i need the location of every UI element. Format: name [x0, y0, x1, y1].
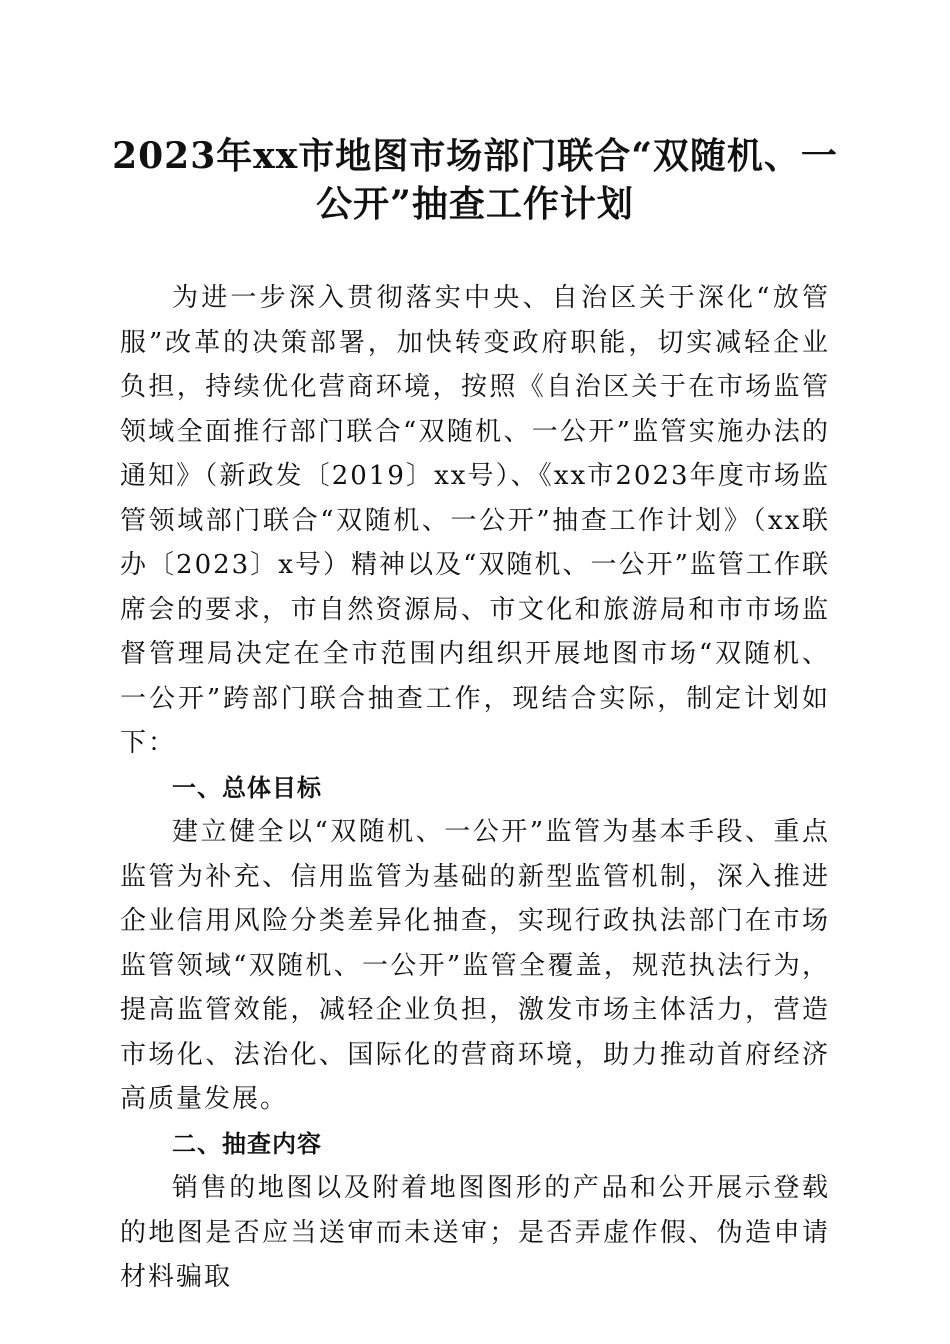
- intro-paragraph: 为进一步深入贯彻落实中央、自治区关于深化“放管服”改革的决策部署，加快转变政府职能，切实减轻企业负担，持续优化营商环境，按照《自治区关于在市场监管领域全面推行部门联合“双随机、一公开”监管实施办法的通知》（新政发〔2019〕xx号）、《xx市2023年度市场监管领域部门联合“双随机、一公开”抽查工作计划》（xx联办〔2023〕x号）精神以及“双随机、一公开”监管工作联席会的要求，市自然资源局、市文化和旅游局和市市场监督管理局决定在全市范围内组织开展地图市场“双随机、一公开”跨部门联合抽查工作，现结合实际，制定计划如下：: [120, 283, 830, 758]
- title-line-2: 公开”抽查工作计划: [316, 183, 634, 225]
- document-body: [120, 276, 830, 1300]
- section-heading-inspection-content: 二、抽查内容: [172, 1129, 322, 1158]
- title-line-1: 2023年xx市地图市场部门联合“双随机、一: [112, 135, 838, 177]
- overall-goal-paragraph: 建立健全以“双随机、一公开”监管为基本手段、重点监管为补充、信用监管为基础的新型监管机制，深入推进企业信用风险分类差异化抽查，实现行政执法部门在市场监管领域“双随机、一公开”监管全覆盖，规范执法行为，提高监管效能，减轻企业负担，激发市场主体活力，营造市场化、法治化、国际化的营商环境，助力推动首府经济高质量发展。: [120, 817, 830, 1114]
- section-heading-overall-goal: 一、总体目标: [172, 773, 322, 802]
- document-title: [100, 132, 850, 228]
- inspection-content-paragraph: 销售的地图以及附着地图图形的产品和公开展示登载的地图是否应当送审而未送审；是否弄虚作假、伪造申请材料骗取: [120, 1173, 830, 1292]
